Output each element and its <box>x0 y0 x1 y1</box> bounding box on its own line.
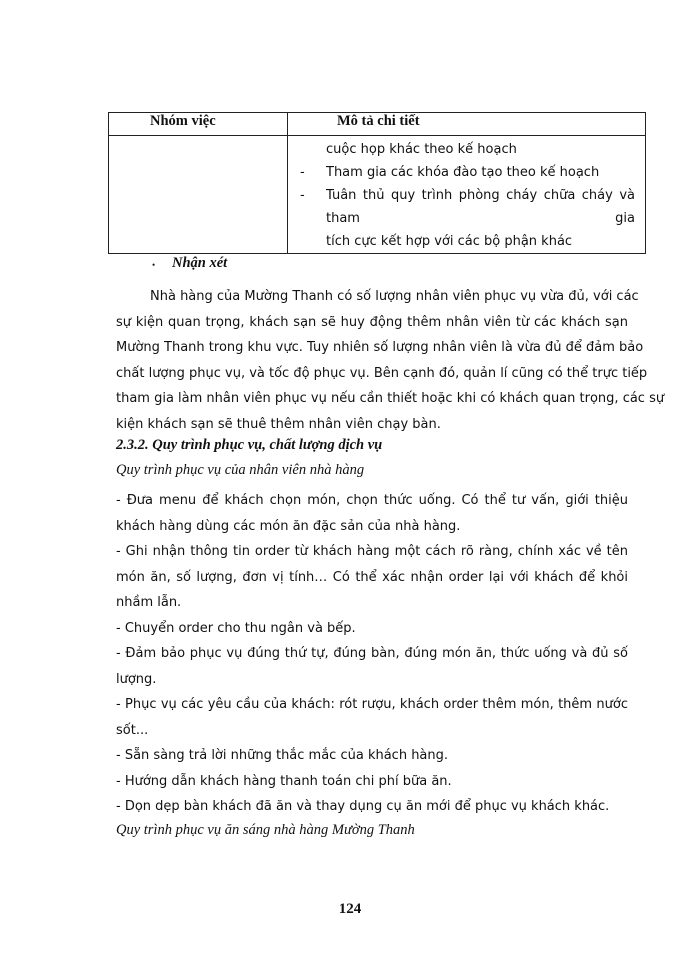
process-steps <box>116 488 628 820</box>
process-subtitle: Quy trình phục vụ của nhân viên nhà hàng <box>116 462 365 478</box>
dash-marker: - <box>300 188 305 203</box>
step-item: - Đảm bảo phục vụ đúng thứ tự, đúng bàn, đúng món ăn, thức uống và đủ số lượng. <box>116 646 628 687</box>
step-item: - Chuyển order cho thu ngân và bếp. <box>116 620 356 636</box>
item-text: tích cực kết hợp với các bộ phận khác <box>326 234 573 249</box>
paragraph-line: kiện khách sạn sẽ thuê thêm nhân viên chạy bàn. <box>116 416 441 432</box>
section-title: 2.3.2. Quy trình phục vụ, chất lượng dịch vụ <box>116 437 383 453</box>
remark-paragraph <box>116 284 665 437</box>
item-text: Tuân thủ quy trình phòng cháy chữa cháy và tham gia <box>326 188 635 226</box>
table-list-item <box>300 184 635 253</box>
dash-marker: - <box>300 165 305 180</box>
paragraph-line: tham gia làm nhân viên phục vụ nếu cần thiết hoặc khi có khách quan trọng, các sự <box>116 391 665 406</box>
table-header-group: Nhóm việc <box>109 113 288 136</box>
table-cell-description <box>288 136 646 254</box>
page-number: 124 <box>338 901 362 917</box>
step-item: - Dọn dẹp bàn khách đã ăn và thay dụng cụ ăn mới để phục vụ khách khác. <box>116 799 610 814</box>
breakfast-process-title: Quy trình phục vụ ăn sáng nhà hàng Mường Thanh <box>116 822 415 838</box>
step-item: - Phục vụ các yêu cầu của khách: rót rượu, khách order thêm món, thêm nước sốt... <box>116 697 628 738</box>
table-row <box>109 136 646 254</box>
task-table <box>108 112 646 254</box>
remark-heading: Nhận xét <box>172 255 228 271</box>
table-cell-group <box>109 136 288 254</box>
step-item: - Ghi nhận thông tin order từ khách hàng một cách rõ ràng, chính xác về tên món ăn, số lượng, đơn vị tính… Có thể xác nhận order lại với khách để khỏi nhầm lẫn. <box>116 544 628 610</box>
paragraph-line: chất lượng phục vụ, và tốc độ phục vụ. Bên cạnh đó, quản lí cũng có thể trực tiếp <box>116 365 648 381</box>
table-header-row <box>109 113 646 136</box>
bullet-icon: • <box>152 260 156 270</box>
continued-line: cuộc họp khác theo kế hoạch <box>326 142 517 157</box>
item-text: Tham gia các khóa đào tạo theo kế hoạch <box>326 165 600 180</box>
paragraph-line: Nhà hàng của Mường Thanh có số lượng nhân viên phục vụ vừa đủ, với các <box>150 289 639 304</box>
step-item: - Đưa menu để khách chọn món, chọn thức uống. Có thể tư vấn, giới thiệu khách hàng dùng các món ăn đặc sản của nhà hàng. <box>116 493 628 534</box>
paragraph-line: sự kiện quan trọng, khách sạn sẽ huy động thêm nhân viên từ các khách sạn <box>116 314 628 330</box>
step-item: - Hướng dẫn khách hàng thanh toán chi phí bữa ăn. <box>116 773 452 789</box>
table-header-description: Mô tả chi tiết <box>288 113 646 136</box>
paragraph-line: Mường Thanh trong khu vực. Tuy nhiên số lượng nhân viên là vừa đủ để đảm bảo <box>116 340 644 355</box>
table-list-item <box>300 161 635 184</box>
step-item: - Sẵn sàng trả lời những thắc mắc của khách hàng. <box>116 748 449 763</box>
